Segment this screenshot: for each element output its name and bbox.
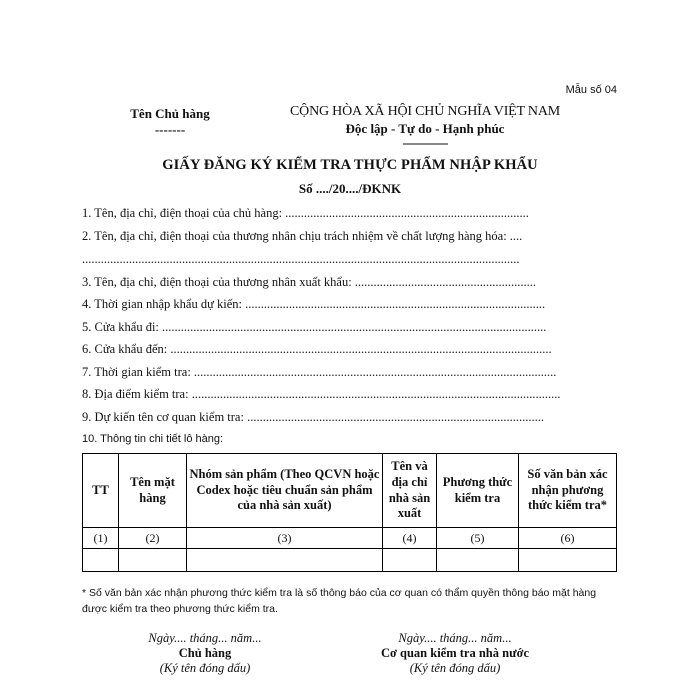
field-import-time: 4. Thời gian nhập khẩu dự kiến: ................................................................................................	[82, 297, 546, 311]
column-number: (5)	[437, 528, 519, 549]
column-number: (2)	[119, 528, 187, 549]
table-cell[interactable]	[119, 549, 187, 572]
field-inspection-agency: 9. Dự kiến tên cơ quan kiểm tra: ...............................................................................................	[82, 410, 544, 424]
owner-dashes: -------	[154, 122, 186, 137]
header-confirmation-number: Số văn bản xác nhận phương thức kiểm tra*	[519, 454, 617, 528]
header-tt: TT	[83, 454, 119, 528]
column-number: (3)	[187, 528, 383, 549]
header-product-group: Nhóm sản phẩm (Theo QCVN hoặc Codex hoặc tiêu chuẩn sản phẩm của nhà sản xuất)	[187, 454, 383, 528]
owner-signature-note: (Ký tên đóng dấu)	[159, 661, 251, 675]
table-cell[interactable]	[83, 549, 119, 572]
table-cell[interactable]	[383, 549, 437, 572]
field-exporter: 3. Tên, địa chỉ, điện thoại của thương nhân xuất khẩu: ..........................................................	[82, 275, 537, 289]
field-inspection-time: 7. Thời gian kiểm tra: ....................................................................................................................	[82, 365, 557, 379]
document-number: Số ..../20..../ĐKNK	[298, 181, 402, 196]
details-label: 10. Thông tin chi tiết lô hàng:	[82, 433, 224, 445]
agency-signature-note: (Ký tên đóng dấu)	[409, 661, 501, 675]
footnote: * Số văn bản xác nhận phương thức kiểm tra là số thông báo của cơ quan có thẩm quyền thông báo mặt hàng được kiểm tra theo phương thức kiểm tra.	[82, 587, 597, 615]
document-title: GIẤY ĐĂNG KÝ KIỂM TRA THỰC PHẨM NHẬP KHẨU	[162, 157, 538, 173]
header-product-name: Tên mặt hàng	[119, 454, 187, 528]
header-inspection-method: Phương thức kiểm tra	[437, 454, 519, 528]
field-inspection-place: 8. Địa điểm kiểm tra: ......................................................................................................................	[82, 387, 561, 401]
agency-signature-date: Ngày.... tháng... năm...	[398, 631, 512, 645]
motto: Độc lập - Tự do - Hạnh phúc	[345, 121, 505, 136]
motto-dashes: ---------------	[402, 136, 448, 150]
field-arrival-gate: 6. Cửa khẩu đến: ..........................................................................................................................	[82, 342, 552, 356]
table-header-row	[83, 454, 617, 528]
detail-table	[82, 453, 617, 572]
table-cell[interactable]	[437, 549, 519, 572]
owner-label: Tên Chủ hàng	[130, 106, 210, 121]
field-owner: 1. Tên, địa chỉ, điện thoại của chủ hàng: ..............................................................................	[82, 206, 529, 220]
field-departure-gate: 5. Cửa khẩu đi: ...........................................................................................................................	[82, 320, 547, 334]
table-row	[83, 549, 617, 572]
table-row	[83, 528, 617, 549]
agency-signature-title: Cơ quan kiểm tra nhà nước	[380, 646, 530, 660]
table-cell[interactable]	[187, 549, 383, 572]
column-number: (1)	[83, 528, 119, 549]
header-manufacturer: Tên và địa chỉ nhà sản xuất	[383, 454, 437, 528]
column-number: (4)	[383, 528, 437, 549]
owner-signature-date: Ngày.... tháng... năm...	[148, 631, 262, 645]
field-responsible-trader-cont: ............................................................................................................................................	[82, 252, 520, 266]
field-responsible-trader: 2. Tên, địa chỉ, điện thoại của thương nhân chịu trách nhiệm về chất lượng hàng hóa: ....	[82, 229, 523, 243]
form-number: Mẫu số 04	[565, 84, 617, 96]
owner-signature-title: Chủ hàng	[178, 646, 232, 660]
column-number: (6)	[519, 528, 617, 549]
country-title: CỘNG HÒA XÃ HỘI CHỦ NGHĨA VIỆT NAM	[290, 104, 560, 119]
table-cell[interactable]	[519, 549, 617, 572]
